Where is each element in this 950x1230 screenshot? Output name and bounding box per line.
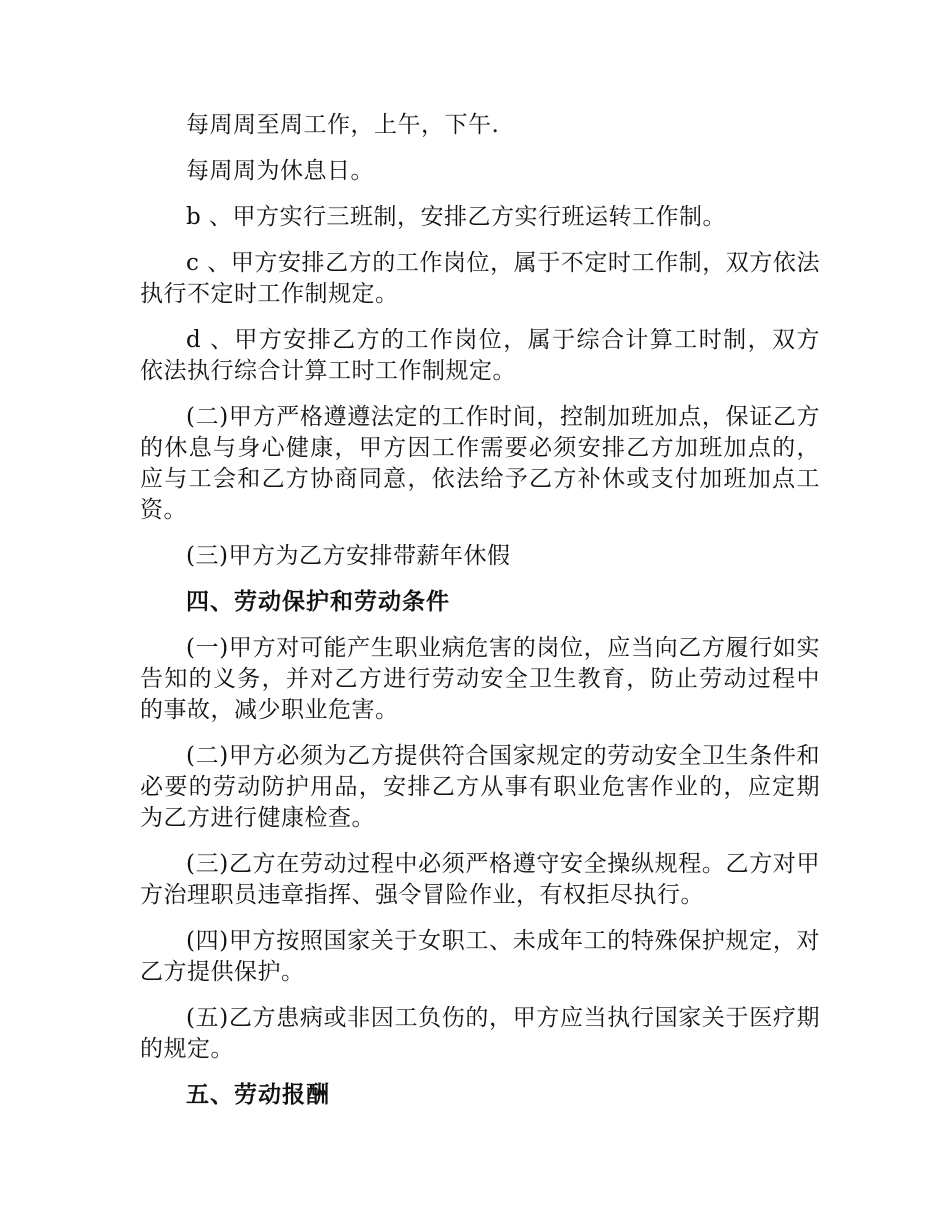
paragraph-protection-2: (二)甲方必须为乙方提供符合国家规定的劳动安全卫生条件和必要的劳动防护用品，安排乙方从事有职业危害作业的，应定期为乙方进行健康检查。 <box>140 743 820 831</box>
paragraph-annual-leave: (三)甲方为乙方安排带薪年休假 <box>186 543 511 569</box>
section-heading-remuneration: 五、劳动报酬 <box>186 1082 330 1108</box>
paragraph-clause-d: d 、甲方安排乙方的工作岗位，属于综合计算工时制，双方依法执行综合计算工时工作制规定。 <box>140 327 820 384</box>
paragraph-protection-3: (三)乙方在劳动过程中必须严格遵守安全操纵规程。乙方对甲方治理职员违章指挥、强令冒险作业，有权拒尽执行。 <box>140 851 820 908</box>
paragraph-protection-1: (一)甲方对可能产生职业病危害的岗位，应当向乙方履行如实告知的义务，并对乙方进行劳动安全卫生教育，防止劳动过程中的事故，减少职业危害。 <box>140 635 820 723</box>
paragraph-clause-b: b 、甲方实行三班制，安排乙方实行班运转工作制。 <box>186 204 727 230</box>
paragraph-work-hours: 每周周至周工作，上午，下午. <box>186 112 500 138</box>
paragraph-rest-day: 每周周为休息日。 <box>186 158 374 184</box>
paragraph-protection-5: (五)乙方患病或非因工负伤的，甲方应当执行国家关于医疗期的规定。 <box>140 1005 820 1062</box>
paragraph-overtime: (二)甲方严格遵遵法定的工作时间，控制加班加点，保证乙方的休息与身心健康，甲方因工作需要必须安排乙方加班加点的，应与工会和乙方协商同意，依法给予乙方补休或支付加班加点工资。 <box>140 404 820 523</box>
paragraph-clause-c: c 、甲方安排乙方的工作岗位，属于不定时工作制，双方依法执行不定时工作制规定。 <box>140 250 820 307</box>
paragraph-protection-4: (四)甲方按照国家关于女职工、未成年工的特殊保护规定，对乙方提供保护。 <box>140 928 820 985</box>
section-heading-labor-protection: 四、劳动保护和劳动条件 <box>186 589 450 615</box>
document-body <box>140 110 820 1126</box>
